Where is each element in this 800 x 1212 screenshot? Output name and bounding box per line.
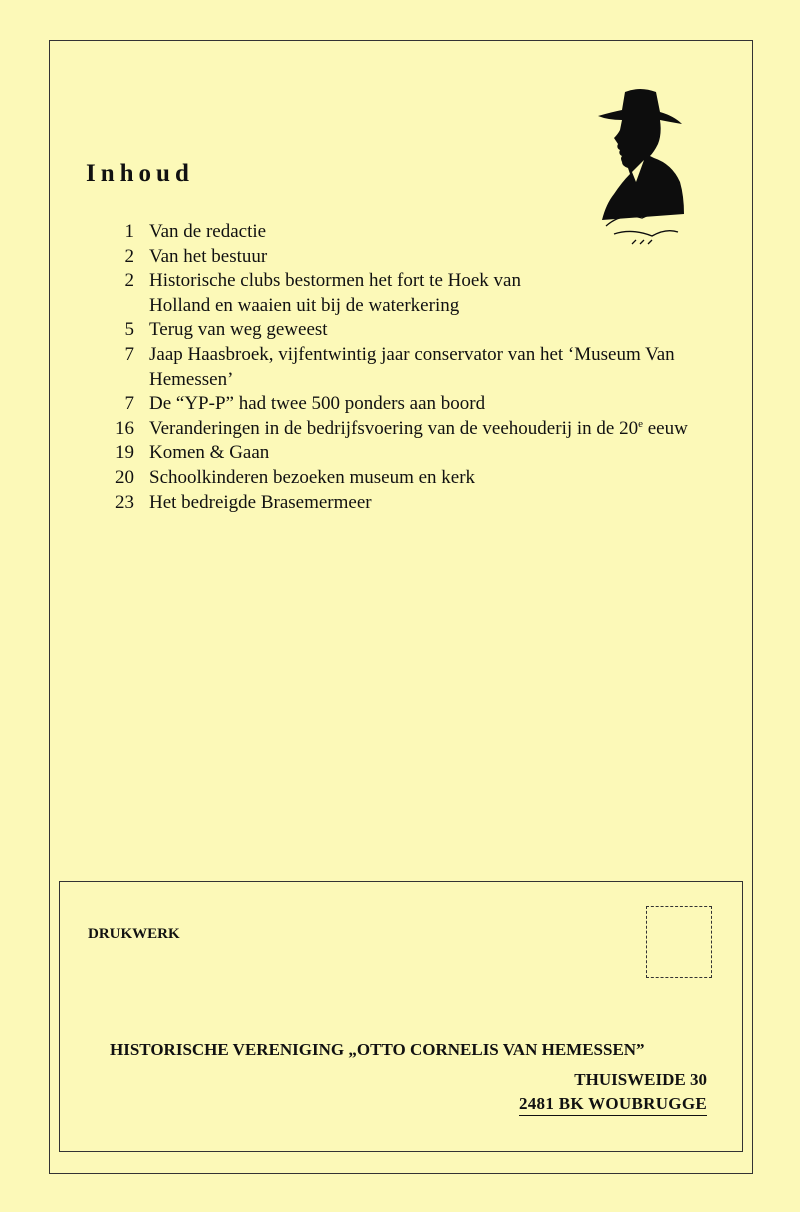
contents-title: Historische clubs bestormen het fort te Hoek van Holland en waaien uit bij de waterkering <box>149 270 521 316</box>
contents-title: Van het bestuur <box>149 245 268 267</box>
contents-page-number: 16 <box>115 417 134 439</box>
contents-page-number: 20 <box>115 466 134 488</box>
contents-title-superscript: e <box>638 417 643 430</box>
contents-page-number: 7 <box>124 393 134 415</box>
contents-item <box>100 466 740 491</box>
contents-title: Het bedreigde Brasemermeer <box>149 491 372 513</box>
contents-title-tail: eeuw <box>642 417 688 439</box>
contents-page-number: 7 <box>124 343 134 365</box>
contents-title: Van de redactie <box>149 221 267 242</box>
contents-item <box>100 269 740 318</box>
contents-page-number: 2 <box>124 245 134 267</box>
contents-item <box>100 392 740 417</box>
contents-title: Veranderingen in de bedrijfsvoering van de veehouderij in de 20 <box>149 417 639 439</box>
contents-title: De “YP-P” had twee 500 ponders aan boord <box>149 393 486 415</box>
contents-title: Schoolkinderen bezoeken museum en kerk <box>149 466 476 488</box>
stamp-placeholder <box>646 906 712 978</box>
contents-title: Komen & Gaan <box>149 442 270 464</box>
contents-item <box>100 343 740 392</box>
contents-item <box>100 220 740 245</box>
contents-page-number: 5 <box>124 319 134 341</box>
contents-item <box>100 491 740 516</box>
contents-item <box>100 245 740 270</box>
contents-page-number: 19 <box>115 442 134 464</box>
address-street: THUISWEIDE 30 <box>574 1070 707 1089</box>
contents-page-number: 23 <box>115 491 134 513</box>
contents-title: Terug van weg geweest <box>149 319 328 341</box>
address-city: 2481 BK WOUBRUGGE <box>519 1094 707 1116</box>
contents-heading: Inhoud <box>86 160 194 187</box>
contents-page-number: 2 <box>124 270 134 292</box>
contents-title: Jaap Haasbroek, vijfentwintig jaar conservator van het ‘Museum Van Hemessen’ <box>149 343 675 390</box>
organization-name: HISTORISCHE VERENIGING „OTTO CORNELIS VAN HEMESSEN” <box>110 1040 645 1059</box>
mail-type-label: DRUKWERK <box>88 926 180 942</box>
contents-item <box>100 417 740 442</box>
contents-item <box>100 318 740 343</box>
contents-page-number: 1 <box>124 221 134 242</box>
contents-title-container <box>149 417 740 442</box>
contents-item <box>100 441 740 466</box>
contents-list <box>100 220 740 515</box>
